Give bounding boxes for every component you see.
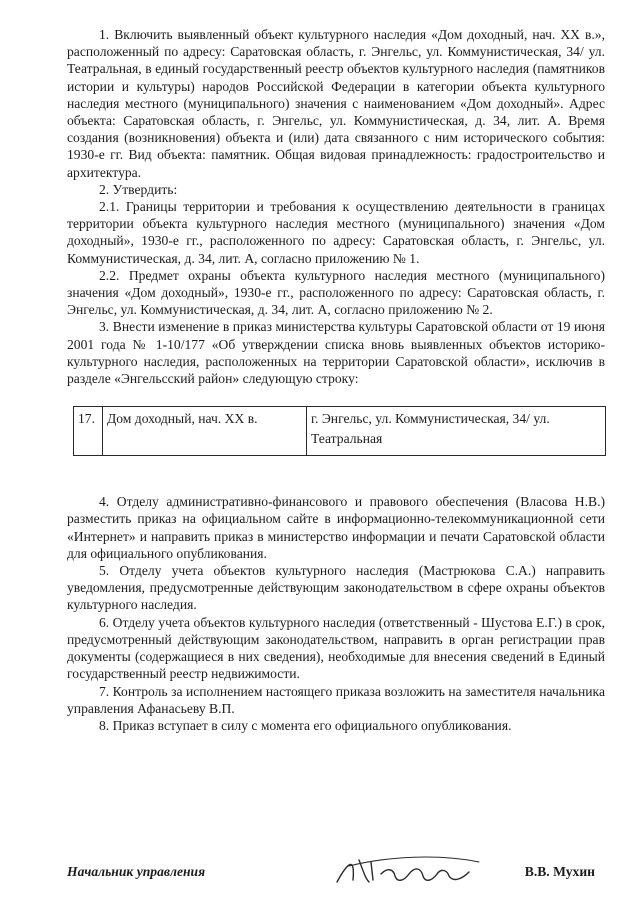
signature-block — [67, 858, 605, 888]
object-name-cell: Дом доходный, нач. XX в. — [103, 407, 307, 456]
excluded-entry-table — [73, 406, 606, 456]
signatory-name: В.В. Мухин — [524, 864, 595, 879]
paragraph-6: 6. Отделу учета объектов культурного наследия (ответственный - Шустова Е.Г.) в срок, предусмотренный действующим законодательством, направить в орган регистрации прав документы (содержащиеся в них сведения), необходимые для внесения сведений в Единый государственный реестр недвижимости. — [67, 614, 605, 682]
paragraph-8: 8. Приказ вступает в силу с момента его официального опубликования. — [99, 717, 512, 733]
paragraph-5: 5. Отделу учета объектов культурного наследия (Мастрюкова С.А.) направить уведомления, предусмотренные действующим законодательством в сфере охраны объектов культурного наследия. — [67, 563, 605, 613]
paragraph-1: 1. Включить выявленный объект культурного наследия «Дом доходный, нач. XX в.», расположенный по адресу: Саратовская область, г. Энгельс, ул. Коммунистическая, 34/ ул. Театральная, в единый государственный реестр объектов культурного наследия (памятников истории и культуры) народов Российской Федерации в категории объекта культурного наследия местного (муниципального) значения с наименованием «Дом доходный». Адрес объекта: Саратовская область, г. Энгельс, ул. Коммунистическая, д. 34, лит. А. Время создания (возникновения) объекта и (или) дата связанного с ним исторического события: 1930-е гг. Вид объекта: памятник. Общая видовая принадлежность: градостроительство и архитектура. — [67, 27, 605, 180]
paragraph-2-1: 2.1. Границы территории и требования к осуществлению деятельности в границах территории объекта культурного наследия местного (муниципального) значения «Дом доходный», 1930-е гг., расположенного по адресу: Саратовская область, г. Энгельс, ул. Коммунистическая, д. 34, лит. А, согласно приложению № 1. — [67, 199, 605, 266]
paragraph-2-2: 2.2. Предмет охраны объекта культурного наследия местного (муниципального) значения «Дом доходный», 1930-е гг., расположенного по адресу: Саратовская область, г. Энгельс, ул. Коммунистическая, д. 34, лит. А, согласно приложению № 2. — [67, 267, 605, 318]
row-number: 17. — [74, 407, 103, 456]
document-body — [67, 26, 605, 734]
signatory-title: Начальник управления — [67, 864, 206, 879]
table-row — [74, 407, 606, 456]
paragraph-2: 2. Утвердить: — [99, 181, 178, 197]
object-address-cell: г. Энгельс, ул. Коммунистическая, 34/ ул. Театральная — [307, 407, 606, 456]
paragraph-3: 3. Внести изменение в приказ министерства культуры Саратовской области от 19 июня 2001 года № 1-10/177 «Об утверждении списка вновь выявленных объектов историко-культурного наследия, расположенных на территории Саратовской области», исключив в разделе «Энгельсский район» следующую строку: — [67, 319, 605, 387]
paragraph-7: 7. Контроль за исполнением настоящего приказа возложить на заместителя начальника управления Афанасьеву В.П. — [67, 683, 605, 716]
paragraph-4: 4. Отделу административно-финансового и правового обеспечения (Власова Н.В.) разместить приказ на официальном сайте в информационно-телекоммуникационной сети «Интернет» и направить приказ в министерство информации и печати Саратовской области для официального опубликования. — [67, 494, 605, 561]
handwritten-signature — [329, 852, 489, 892]
